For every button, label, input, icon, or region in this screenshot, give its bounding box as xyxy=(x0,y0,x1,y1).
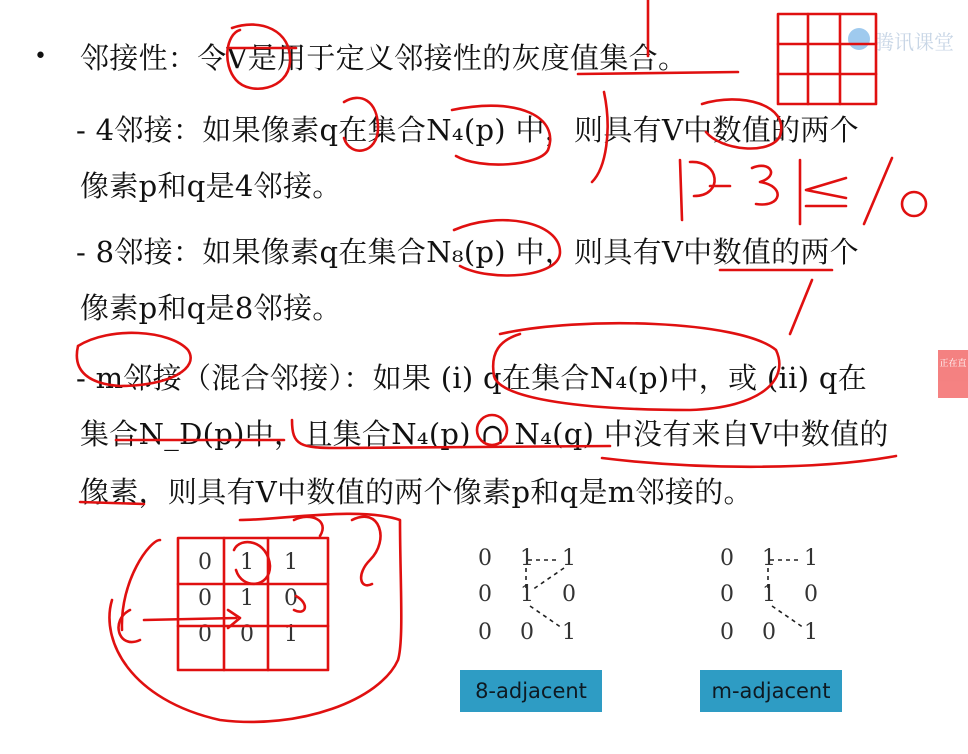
grid-cell: 1 xyxy=(520,546,534,571)
line-4-adjacency-cont: 像素p和q是4邻接。 xyxy=(80,169,342,203)
grid-cell: 0 xyxy=(804,582,818,607)
grid-cell: 1 xyxy=(284,550,298,575)
line-adjacency-def: 邻接性：令V是用于定义邻接性的灰度值集合。 xyxy=(80,41,688,75)
line-m-adjacency-cont2: 像素，则具有V中数值的两个像素p和q是m邻接的。 xyxy=(80,475,753,509)
grid-cell: 0 xyxy=(478,620,492,645)
grid-cell: 0 xyxy=(520,620,534,645)
ink-scribble xyxy=(352,517,380,586)
grid-cell: 0 xyxy=(284,586,298,611)
grid-cell: 0 xyxy=(198,622,212,647)
label-m-adjacent: m-adjacent xyxy=(700,670,842,712)
ink-stroke xyxy=(790,280,812,334)
ink-slash xyxy=(864,158,892,224)
ink-enclosure xyxy=(109,514,401,722)
line-m-adjacency: - m邻接（混合邻接）：如果 (i) q在集合N₄(p)中，或 (ii) q在 xyxy=(76,361,867,395)
line-8-adjacency-cont: 像素p和q是8邻接。 xyxy=(80,291,342,325)
ink-letter-p xyxy=(680,160,715,220)
grid-cell: 0 xyxy=(720,620,734,645)
grid-cell: 1 xyxy=(804,620,818,645)
ink-epsilon xyxy=(752,166,778,205)
grid-cell: 1 xyxy=(520,582,534,607)
live-side-tab[interactable]: 正在直 xyxy=(938,350,968,398)
grid-cell: 1 xyxy=(240,586,254,611)
ink-underline xyxy=(602,456,896,467)
ink-leq xyxy=(806,178,846,206)
watermark-logo-icon xyxy=(848,28,870,50)
grid-cell: 1 xyxy=(240,550,254,575)
ink-zero xyxy=(902,192,926,216)
grid-cell: 1 xyxy=(762,546,776,571)
line-4-adjacency: - 4邻接：如果像素q在集合N₄(p) 中，则具有V中数值的两个 xyxy=(76,113,859,147)
line-8-adjacency: - 8邻接：如果像素q在集合N₈(p) 中，则具有V中数值的两个 xyxy=(76,235,859,269)
grid-cell: 1 xyxy=(804,546,818,571)
grid-cell: 1 xyxy=(562,620,576,645)
line-m-adjacency-cont1: 集合N_D(p)中，且集合N₄(p) ∩ N₄(q) 中没有来自V中数值的 xyxy=(80,417,889,451)
grid-cell: 0 xyxy=(720,546,734,571)
grid-cell: 0 xyxy=(198,586,212,611)
grid-cell: 0 xyxy=(562,582,576,607)
grid-cell: 0 xyxy=(240,622,254,647)
bullet: • xyxy=(34,44,47,69)
grid-cell: 0 xyxy=(478,546,492,571)
grid-cell: 1 xyxy=(562,546,576,571)
grid-cell: 0 xyxy=(720,582,734,607)
label-8-adjacent: 8-adjacent xyxy=(460,670,602,712)
ink-letter-p2 xyxy=(119,610,140,642)
grid-cell: 1 xyxy=(284,622,298,647)
watermark-text: 腾讯课堂 xyxy=(874,30,954,54)
ink-scribble xyxy=(294,517,323,536)
grid-cell: 1 xyxy=(762,582,776,607)
grid-cell: 0 xyxy=(198,550,212,575)
grid-cell: 0 xyxy=(762,620,776,645)
grid-cell: 0 xyxy=(478,582,492,607)
